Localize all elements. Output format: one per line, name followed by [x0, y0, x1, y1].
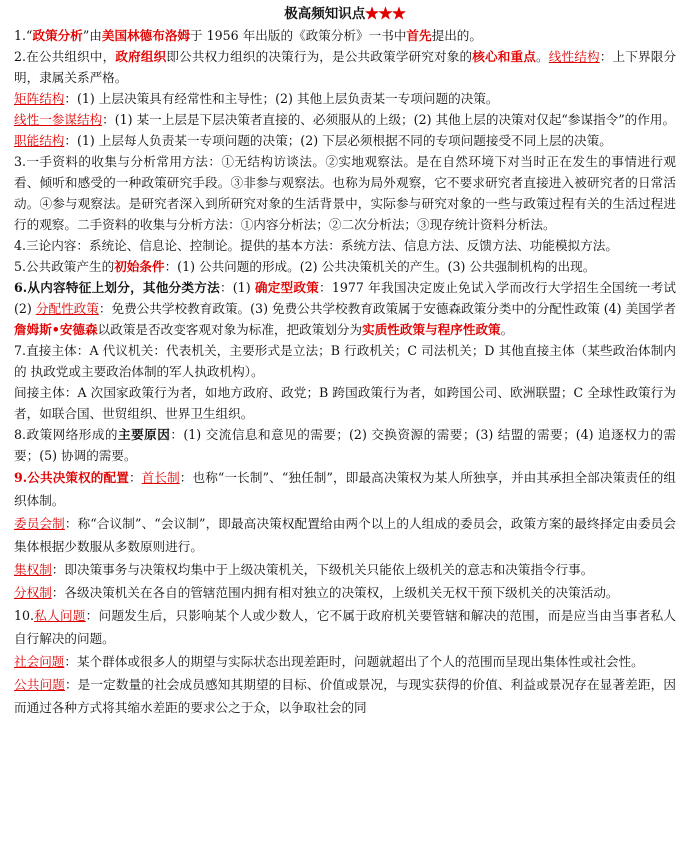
text-segment: ：是一定数量的社会成员感知其期望的目标、价值或景况，与现实获得的价值、利益或景况存在显著差距，因而通过各种方式将其缩水差距的要求公之于众，以争取社会的同: [14, 677, 677, 715]
text-segment: 以政策是否改变客观对象为标准，把政策划分为: [97, 322, 363, 337]
text-segment: 1.“: [14, 28, 33, 43]
text-segment: ：(1) 某一上层是下层决策者直接的、必须服从的上级；(2) 其他上层的决策对仅起“参谋指令”的作用。: [102, 112, 676, 127]
text-segment: 3.一手资料的收集与分析常用方法：①无结构访谈法。②实地观察法。是在自然环境下对当时正在发生的事情进行观看、倾听和感受的一种政策研究手段。③非参与观察法。也称为局外观察，它不要求研究者直接进入被研究者的日常活动。④参与观察法。是研究者深入到所研究对象的生活背景中，实际参与研究对象的一些与政策过程有关的生活过程进行的观察。二手资料的收集与分析方法：①内容分析法；②二次分析法；③现存统计资料分析法。: [14, 154, 676, 232]
paragraph-p10: [14, 340, 676, 382]
text-segment: 线性结构: [548, 49, 600, 64]
text-segment: 7.直接主体：A 代议机关：代表机关，主要形式是立法；B 行政机关；C 司法机关；D 其他直接主体（某些政治体制内的 执政党或主要政治体制的军人执政机构）。: [14, 343, 676, 379]
paragraph-p2: [14, 46, 676, 88]
text-segment: 分权制: [14, 585, 52, 600]
text-segment: 。: [535, 49, 549, 64]
text-segment: 詹姆斯•安德森: [14, 322, 98, 337]
text-segment: 9.: [14, 470, 28, 485]
paragraph-p1: [14, 25, 676, 46]
text-segment: 5.公共政策产生的: [14, 259, 115, 274]
paragraph-p8: [14, 256, 676, 277]
text-segment: ：(1) 上层决策具有经常性和主导性；(2) 其他上层负责某一专项问题的决策。: [64, 91, 499, 106]
text-segment: 委员会制: [14, 516, 65, 531]
paragraph-p5: [14, 130, 676, 151]
text-segment: 政策分析: [32, 28, 83, 43]
text-segment: 提出的。: [431, 28, 482, 43]
paragraph-p15: [14, 558, 676, 581]
text-segment: ：(1): [219, 280, 255, 295]
paragraph-p18: [14, 650, 676, 673]
text-segment: 政府组织: [115, 49, 167, 64]
paragraph-p9: [14, 277, 676, 340]
paragraph-p6: [14, 151, 676, 235]
text-segment: 6.从内容特征上划分，其他分类方法: [14, 280, 220, 295]
text-segment: 私人问题: [34, 608, 86, 623]
paragraph-p19: [14, 673, 676, 719]
text-segment: ：也称“一长制”、“独任制”，即最高决策权为某人所独享，并由其承担全部决策责任的组织体制。: [14, 470, 677, 508]
text-segment: ：称“合议制”、“会议制”，即最高决策权配置给由两个以上的人组成的委员会，政策方案的最终择定由委员会集体根据少数服从多数原则进行。: [14, 516, 676, 554]
text-segment: 公共决策权的配置: [27, 470, 129, 485]
text-segment: 分配性政策: [35, 301, 99, 316]
text-segment: 首先: [406, 28, 432, 43]
text-segment: 即公共权力组织的决策行为，是公共政策学研究对象的: [166, 49, 473, 64]
content-body: [14, 25, 676, 719]
text-segment: 4.三论内容：系统论、信息论、控制论。提供的基本方法：系统方法、信息方法、反馈方法、功能模拟方法。: [14, 238, 618, 253]
text-segment: 8.政策网络形成的: [14, 427, 119, 442]
paragraph-p12: [14, 424, 676, 466]
text-segment: 核心和重点: [472, 49, 536, 64]
paragraph-p16: [14, 581, 676, 604]
text-segment: ：免费公共学校教育政策。(3) 免费公共学校教育政策属于安德森政策分类中的分配性政策 (4) 美国学者: [98, 301, 676, 316]
text-segment: 公共问题: [14, 677, 65, 692]
title-text: 极高频知识点: [284, 6, 366, 22]
text-segment: ”由: [82, 28, 102, 43]
paragraph-p14: [14, 512, 676, 558]
text-segment: ：(1) 上层每人负责某一专项问题的决策；(2) 下层必须根据不同的专项问题接受不同上层的决策。: [64, 133, 612, 148]
text-segment: 社会问题: [14, 654, 65, 669]
text-segment: ：上下界限分明，隶属关系严格。: [14, 49, 677, 85]
text-segment: ：: [128, 470, 142, 485]
text-segment: 间接主体：A 次国家政策行为者，如地方政府、政党；B 跨国政策行为者，如跨国公司、欧洲联盟；C 全球性政策行为者，如联合国、世贸组织、世界卫生组织。: [14, 385, 676, 421]
paragraph-p7: [14, 235, 676, 256]
text-segment: 线性一参谋结构: [14, 112, 103, 127]
text-segment: 矩阵结构: [14, 91, 65, 106]
text-segment: 初始条件: [114, 259, 165, 274]
paragraph-p17: [14, 604, 676, 650]
paragraph-p13: [14, 466, 676, 512]
text-segment: 2.在公共组织中，: [14, 49, 116, 64]
text-segment: ：各级决策机关在各自的管辖范围内拥有相对独立的决策权，上级机关无权干预下级机关的决策活动。: [51, 585, 619, 600]
page-title: [14, 4, 676, 24]
text-segment: 首长制: [141, 470, 180, 485]
text-segment: 实质性政策与程序性政策: [362, 322, 501, 337]
text-segment: ：(1) 公共问题的形成。(2) 公共决策机关的产生。(3) 公共强制机构的出现。: [164, 259, 596, 274]
text-segment: 确定型政策: [254, 280, 320, 295]
text-segment: 。: [500, 322, 514, 337]
text-segment: ：1977 年我国决定废止免试入学而改行大学招生全国统一考试 (2): [14, 280, 676, 316]
text-segment: 美国林德布洛姆: [101, 28, 191, 43]
text-segment: 职能结构: [14, 133, 65, 148]
paragraph-p11: [14, 382, 676, 424]
text-segment: ：即决策事务与决策权均集中于上级决策机关，下级机关只能依上级机关的意志和决策指令行事。: [51, 562, 594, 577]
text-segment: ：某个群体或很多人的期望与实际状态出现差距时，问题就超出了个人的范围而呈现出集体性或社会性。: [64, 654, 644, 669]
text-segment: 集权制: [14, 562, 52, 577]
text-segment: 10.: [14, 608, 35, 623]
text-segment: 主要原因: [118, 427, 171, 442]
paragraph-p3: [14, 88, 676, 109]
title-stars: ★★★: [365, 6, 406, 22]
text-segment: ：(1) 交流信息和意见的需要；(2) 交换资源的需要；(3) 结盟的需要；(4) 追逐权力的需要；(5) 协调的需要。: [14, 427, 676, 463]
text-segment: 于 1956 年出版的《政策分析》一书中: [190, 28, 407, 43]
paragraph-p4: [14, 109, 676, 130]
text-segment: ：问题发生后，只影响某个人或少数人，它不属于政府机关要管辖和解决的范围，而是应当由当事者私人自行解决的问题。: [14, 608, 677, 646]
